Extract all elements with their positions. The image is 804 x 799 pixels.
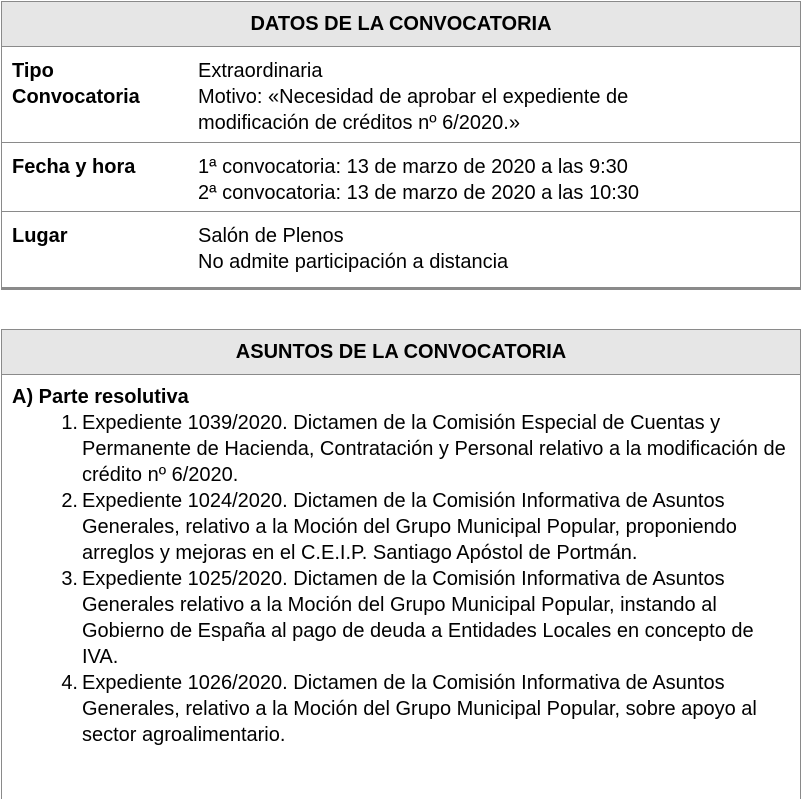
item-number: 1.	[61, 412, 78, 434]
value-line: modificación de créditos nº 6/2020.»	[198, 112, 520, 134]
item-number: 2.	[61, 490, 78, 512]
datos-header: DATOS DE LA CONVOCATORIA	[2, 2, 800, 47]
row-fecha-hora	[2, 143, 800, 212]
row-value	[187, 47, 800, 142]
datos-convocatoria-table	[1, 1, 801, 290]
value-line: 1ª convocatoria: 13 de marzo de 2020 a las 9:30	[198, 156, 628, 178]
item-text: Expediente 1025/2020. Dictamen de la Comisión Informativa de Asuntos Generales relativo a la Moción del Grupo Municipal Popular, instando al Gobierno de España al pago de deuda a Entidades Locales en concepto de IVA.	[82, 568, 754, 668]
row-label: Fecha y hora	[12, 156, 136, 178]
value-line: Salón de Plenos	[198, 225, 344, 247]
agenda-item	[12, 670, 800, 748]
row-lugar	[2, 212, 800, 289]
agenda-item	[12, 566, 800, 670]
value-line: No admite participación a distancia	[198, 251, 509, 273]
row-label: Lugar	[12, 225, 68, 247]
section-title: A) Parte resolutiva	[12, 386, 189, 408]
item-text: Expediente 1039/2020. Dictamen de la Comisión Especial de Cuentas y Permanente de Hacienda, Contratación y Personal relativo a la modificación de crédito nº 6/2020.	[82, 412, 786, 486]
row-label: Tipo Convocatoria	[12, 60, 140, 108]
row-value	[187, 143, 800, 211]
row-value	[187, 212, 800, 289]
value-line: 2ª convocatoria: 13 de marzo de 2020 a las 10:30	[198, 182, 640, 204]
agenda-item	[12, 410, 800, 488]
agenda-list	[12, 410, 800, 748]
value-line: Extraordinaria	[198, 60, 323, 82]
value-line: Motivo: «Necesidad de aprobar el expediente de	[198, 86, 629, 108]
item-text: Expediente 1024/2020. Dictamen de la Comisión Informativa de Asuntos Generales, relativo a la Moción del Grupo Municipal Popular, proponiendo arreglos y mejoras en el C.E.I.P. Santiago Apóstol de Portmán.	[82, 490, 737, 564]
item-number: 4.	[61, 672, 78, 694]
item-text: Expediente 1026/2020. Dictamen de la Comisión Informativa de Asuntos Generales, relativo a la Moción del Grupo Municipal Popular, sobre apoyo al sector agroalimentario.	[82, 672, 757, 746]
row-tipo-convocatoria	[2, 47, 800, 143]
asuntos-section	[2, 375, 800, 748]
asuntos-convocatoria-table	[1, 329, 801, 799]
item-number: 3.	[61, 568, 78, 590]
asuntos-header: ASUNTOS DE LA CONVOCATORIA	[2, 330, 800, 375]
agenda-item	[12, 488, 800, 566]
